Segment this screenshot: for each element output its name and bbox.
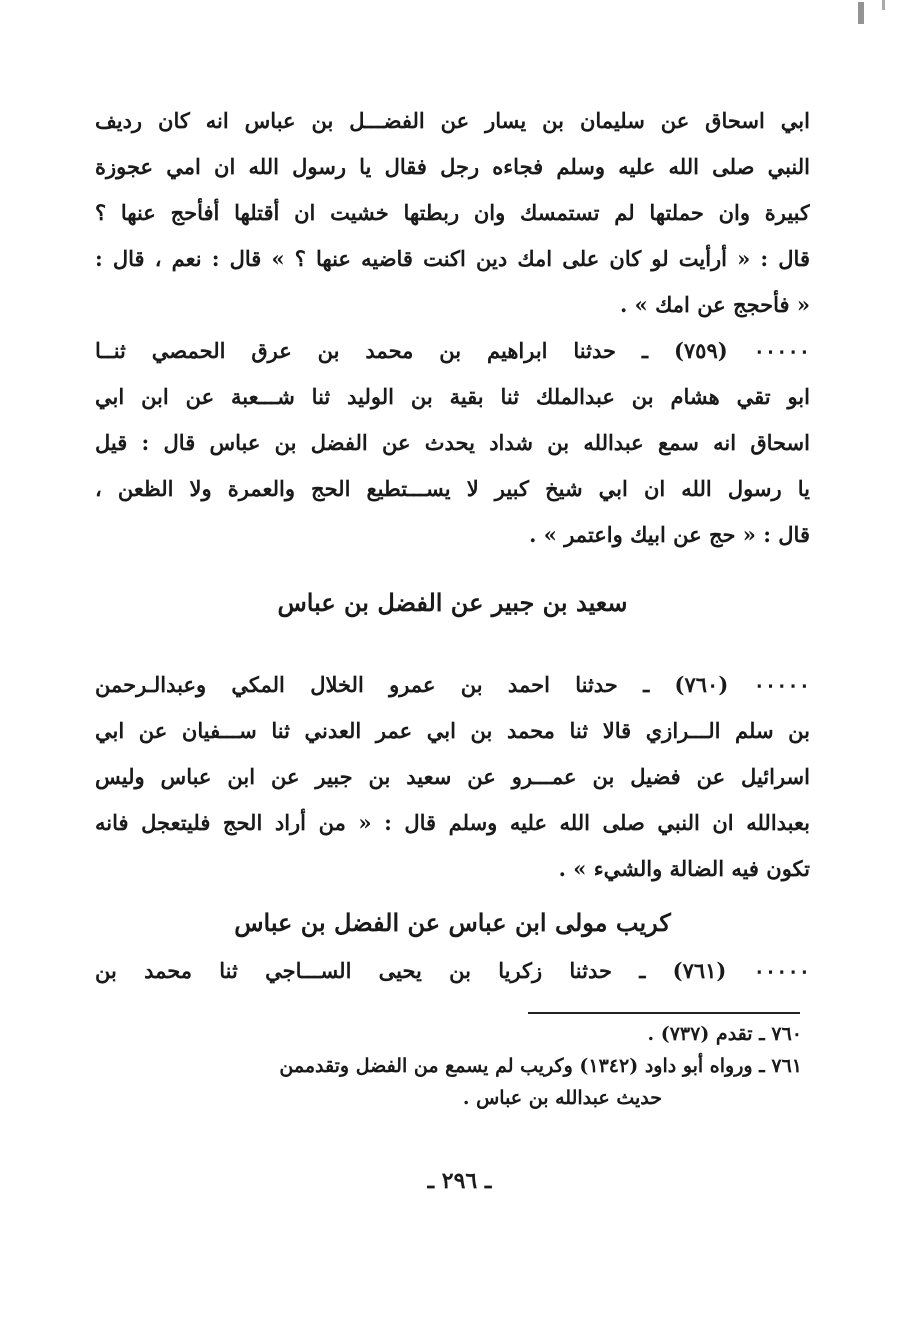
- text-line: يا رسول الله ان ابي شيخ كبير لا يســـتطيع الحج والعمرة ولا الظعن ،: [95, 476, 810, 501]
- paragraph-2: [95, 328, 810, 558]
- text-line: ٠٠٠٠٠ (٧٦٠) ـ حدثنا احمد بن عمرو الخلال المكي وعبدالـرحمن: [95, 672, 810, 697]
- footnote: ٧٦١ ـ ورواه أبو داود (١٣٤٢) وكريب لم يسمع من الفضل وتقدممن: [279, 1055, 802, 1077]
- text-line: بعبدالله ان النبي صلى الله عليه وسلم قال : « من أراد الحج فليتعجل فانه: [95, 810, 810, 835]
- paragraph-4: [95, 948, 810, 994]
- text-line: اسرائيل عن فضيل بن عمـــرو عن سعيد بن جبير عن ابن عباس وليس: [95, 764, 810, 789]
- section-heading: سعيد بن جبير عن الفضل بن عباس: [277, 588, 628, 617]
- section-heading: كريب مولى ابن عباس عن الفضل بن عباس: [234, 908, 671, 937]
- paragraph-3: [95, 662, 810, 892]
- footnotes: [95, 1018, 810, 1114]
- text-line: كبيرة وان حملتها لم تستمسك وان ربطتها خشيت ان أقتلها أفأحج عنها ؟: [95, 200, 810, 225]
- text-line: بن سلم الـــرازي قالا ثنا محمد بن ابي عمر العدني ثنا ســـفيان عن ابي: [95, 718, 810, 743]
- footnote-separator: [528, 1012, 800, 1014]
- text-line: اسحاق انه سمع عبدالله بن شداد يحدث عن الفضل بن عباس قال : قيل: [95, 430, 810, 455]
- page-number: ـ ٢٩٦ ـ: [427, 1168, 492, 1194]
- scan-artifact: [858, 2, 864, 24]
- text-line: ابي اسحاق عن سليمان بن يسار عن الفضـــل بن عباس انه كان رديف: [95, 108, 810, 133]
- text-line: « فأحجج عن امك » .: [620, 292, 810, 317]
- text-line: قال : « حج عن ابيك واعتمر » .: [529, 522, 810, 547]
- text-line: قال : « أرأيت لو كان على امك دين اكنت قاضيه عنها ؟ » قال : نعم ، قال :: [95, 246, 810, 271]
- scan-artifact: [882, 0, 885, 10]
- text-line: ابو تقي هشام بن عبدالملك ثنا بقية بن الوليد ثنا شـــعبة عن ابن ابي: [95, 384, 810, 409]
- text-line: ٠٠٠٠٠ (٧٥٩) ـ حدثنا ابراهيم بن محمد بن عرق الحمصي ثنــا: [95, 338, 810, 363]
- footnote: ٧٦٠ ـ تقدم (٧٣٧) .: [647, 1023, 802, 1045]
- text-line: النبي صلى الله عليه وسلم فجاءه رجل فقال يا رسول الله ان امي عجوزة: [95, 154, 810, 179]
- text-line: ٠٠٠٠٠ (٧٦١) ـ حدثنا زكريا بن يحيى الســـاجي ثنا محمد بن: [95, 958, 810, 983]
- text-line: تكون فيه الضالة والشيء » .: [558, 856, 810, 881]
- footnote: حديث عبدالله بن عباس .: [462, 1087, 662, 1109]
- paragraph-1: [95, 98, 810, 328]
